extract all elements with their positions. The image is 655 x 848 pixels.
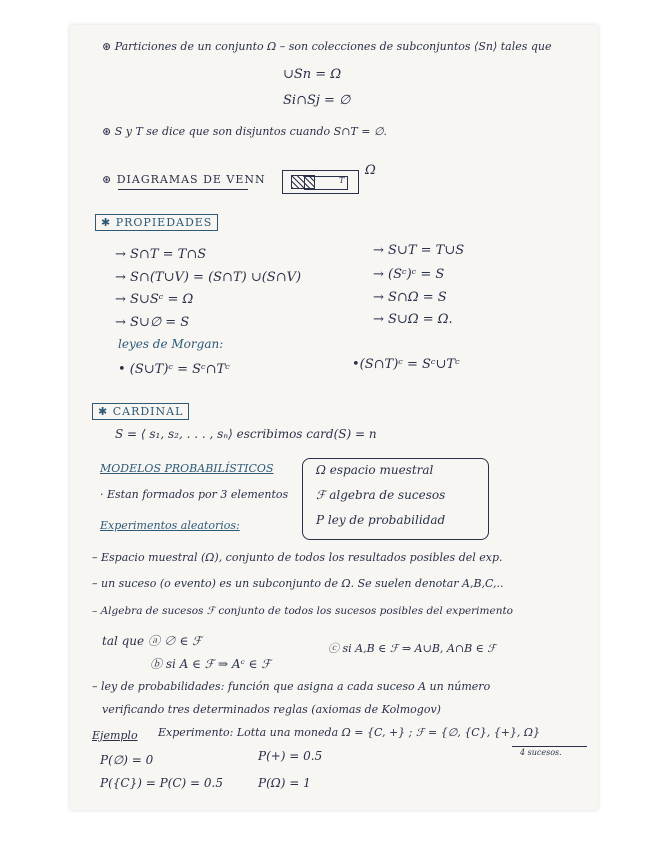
item-algebra-3: ⓑ si A ∈ ℱ ⇒ Aᶜ ∈ ℱ (150, 657, 271, 671)
prop-right-2: → (Sᶜ)ᶜ = S (373, 267, 445, 282)
item-espacio: – Espacio muestral (Ω), conjunto de todos los resultados posibles del exp. (92, 551, 503, 564)
venn-t-label: T (339, 176, 345, 185)
prop-right-1: → S∪T = T∪S (373, 243, 465, 258)
disjuntos-text: ⊛ S y T se dice que son disjuntos cuando S∩T = ∅. (102, 125, 388, 138)
propiedades-title: ✱ PROPIEDADES (95, 214, 218, 231)
item-algebra-2: tal que ⓐ ∅ ∈ ℱ (102, 634, 202, 648)
venn-title: ⊛ DIAGRAMAS DE VENN (102, 173, 266, 186)
item-algebra-1: – Algebra de sucesos ℱ conjunto de todos los sucesos posibles del experimento (92, 605, 514, 617)
ejemplo-label: Ejemplo (92, 729, 138, 742)
particion-text: ⊛ Particiones de un conjunto Ω – son colecciones de subconjuntos ⟨Sn⟩ tales que (102, 40, 552, 53)
venn-omega-label: Ω (365, 163, 376, 178)
prop-left-4: → S∪∅ = S (115, 315, 190, 330)
item-suceso: – un suceso (o evento) es un subconjunto de Ω. Se suelen denotar A,B,C,.. (92, 577, 504, 590)
ejemplo-note-underline (512, 746, 587, 747)
particion-eq-intersection: Si∩Sj = ∅ (283, 93, 351, 108)
morgan-law-1: • (S∪T)ᶜ = Sᶜ∩Tᶜ (118, 362, 230, 377)
item-ley-1: – ley de probabilidades: función que asigna a cada suceso A un número (92, 680, 491, 693)
modelos-algebra: ℱ algebra de sucesos (316, 488, 446, 502)
morgan-law-2: •(S∩T)ᶜ = Sᶜ∪Tᶜ (352, 357, 460, 372)
prop-left-2: → S∩(T∪V) = (S∩T) ∪(S∩V) (115, 270, 302, 285)
modelos-omega: Ω espacio muestral (316, 463, 434, 477)
modelos-title: MODELOS PROBABILÍSTICOS (100, 462, 274, 475)
morgan-label: leyes de Morgan: (118, 337, 224, 351)
modelos-ley: P ley de probabilidad (316, 513, 446, 527)
cardinal-title: ✱ CARDINAL (92, 403, 189, 420)
venn-title-underline (118, 189, 248, 190)
prop-right-4: → S∪Ω = Ω. (373, 312, 453, 327)
modelos-experimentos: Experimentos aleatorios: (100, 519, 240, 532)
item-algebra-4: ⓒ si A,B ∈ ℱ ⇒ A∪B, A∩B ∈ ℱ (328, 642, 496, 655)
particion-eq-union: ∪Sn = Ω (283, 67, 342, 82)
ejemplo-p-omega: P(Ω) = 1 (258, 776, 311, 790)
modelos-formados: · Estan formados por 3 elementos (100, 488, 289, 501)
ejemplo-p-plus: P(+) = 0.5 (258, 749, 323, 763)
item-ley-2: verificando tres determinados reglas (axiomas de Kolmogov) (102, 703, 441, 716)
ejemplo-p-c: P({C}) = P(C) = 0.5 (100, 776, 223, 790)
ejemplo-text: Experimento: Lotta una moneda Ω = {C, +} ; ℱ = {∅, {C}, {+}, Ω} (158, 726, 541, 739)
prop-left-1: → S∩T = T∩S (115, 247, 207, 262)
prop-left-3: → S∪Sᶜ = Ω (115, 292, 194, 307)
ejemplo-p-empty: P(∅) = 0 (100, 753, 154, 767)
ejemplo-note: 4 sucesos. (520, 748, 562, 757)
cardinal-text: S = ⟨ s₁, s₂, . . . , sₙ⟩ escribimos card(S) = n (115, 427, 377, 441)
prop-right-3: → S∩Ω = S (373, 290, 447, 305)
